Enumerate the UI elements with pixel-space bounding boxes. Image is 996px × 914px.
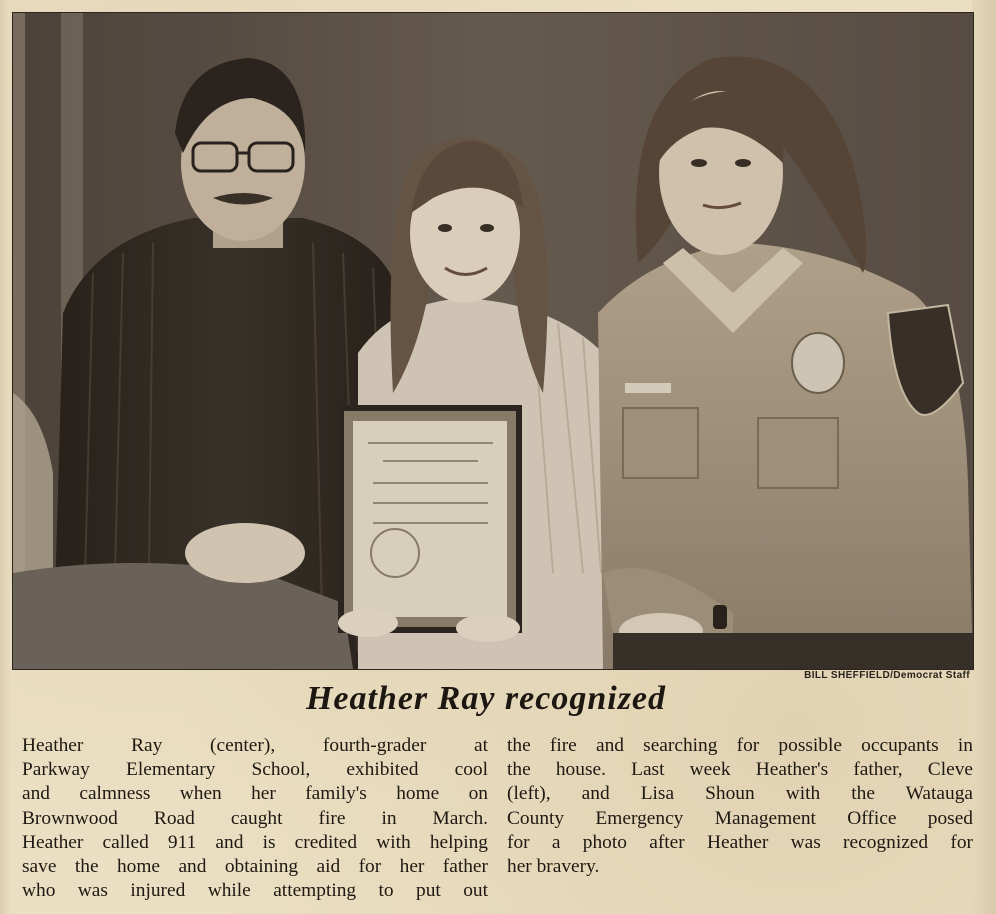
article-headline: Heather Ray recognized — [305, 680, 667, 717]
article-column-right — [507, 734, 973, 879]
article-line: (left), and Lisa Shoun with the Watauga — [507, 783, 973, 805]
article-line: Heather called 911 and is credited with helping — [22, 831, 488, 853]
article-line: Heather Ray (center), fourth-grader at — [22, 735, 488, 756]
article-line: and calmness when her family's home on — [22, 783, 488, 805]
news-photo — [12, 12, 974, 670]
article-line: her bravery. — [507, 856, 600, 878]
article-line: County Emergency Management Office posed — [507, 807, 973, 829]
article-line: the house. Last week Heather's father, Cleve — [507, 759, 973, 781]
article-line: Parkway Elementary School, exhibited cool — [22, 759, 488, 781]
article-line: the fire and searching for possible occupants in — [507, 735, 973, 756]
photo-credit: BILL SHEFFIELD/Democrat Staff — [804, 670, 970, 681]
article-line: save the home and obtaining aid for her father — [22, 856, 488, 878]
page-edge-right — [972, 0, 996, 914]
page-edge-left — [0, 0, 10, 914]
article-line: Brownwood Road caught fire in March. — [22, 807, 488, 829]
article-column-left — [22, 734, 488, 903]
article-line: who was injured while attempting to put out — [22, 880, 488, 902]
photo-illustration — [13, 13, 973, 669]
article-line: for a photo after Heather was recognized for — [507, 831, 973, 853]
